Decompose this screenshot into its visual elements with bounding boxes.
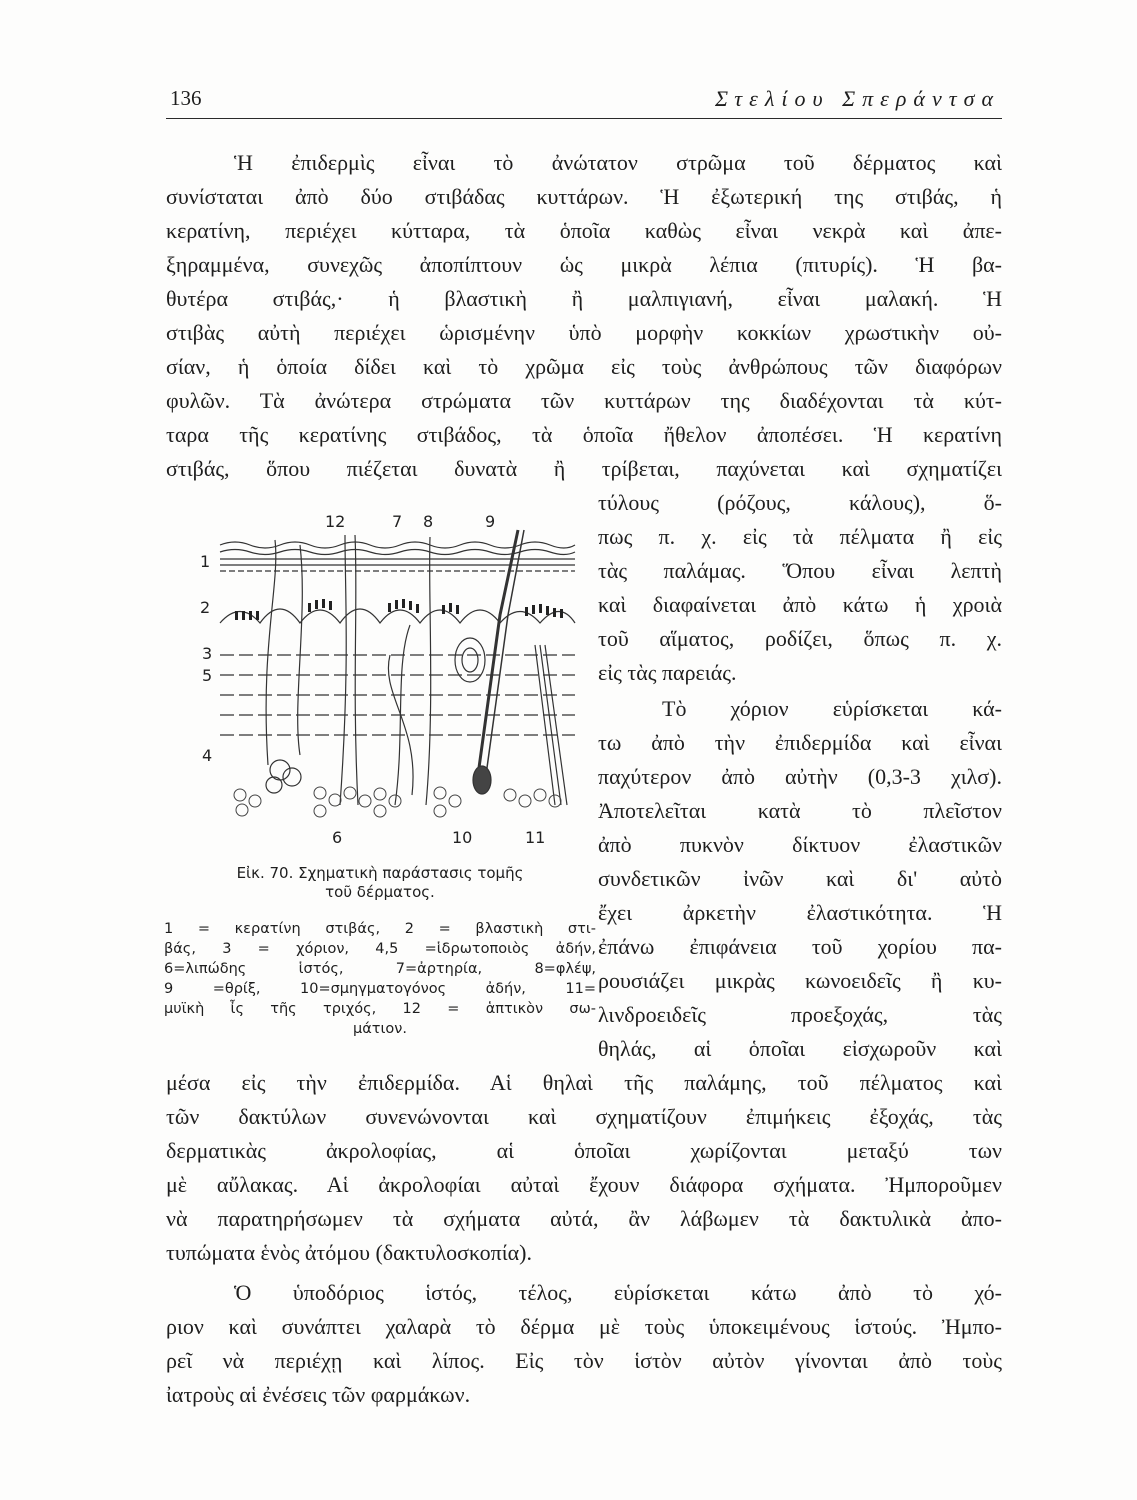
text-line: στιβάς, ὅπου πιέζεται δυνατὰ ἢ τρίβεται, παχύνεται καὶ σχηματίζει: [166, 456, 1002, 481]
text-line: ἀπὸ πυκνὸν δίκτυον ἐλαστικῶν: [598, 832, 1002, 857]
text-line: τυπώματα ἑνὸς ἀτόμου (δακτυλοσκοπία).: [166, 1240, 533, 1265]
text-line: ἰατροὺς αἱ ἐνέσεις τῶν φαρμάκων.: [166, 1382, 471, 1407]
text-line: θηλάς, αἱ ὁποῖαι εἰσχωροῦν καὶ: [598, 1036, 1002, 1061]
text-line: τῶν δακτύλων συνενώνονται καὶ σχηματίζουν ἐπιμήκεις ἐξοχάς, τὰς: [166, 1104, 1002, 1129]
text-line: ριον καὶ συνάπτει χαλαρὰ τὸ δέρμα μὲ τοὺς ὑποκειμένους ἱστούς. Ἠμπο-: [166, 1314, 1002, 1339]
figure-label: 12: [325, 512, 346, 531]
figure-label: 3: [202, 644, 213, 663]
text-line: μὲ αὔλακας. Αἱ ἀκρολοφίαι αὐταὶ ἔχουν διάφορα σχήματα. Ἠμποροῦμεν: [166, 1172, 1002, 1197]
text-line: νὰ παρατηρήσωμεν τὰ σχήματα αὐτά, ἂν λάβωμεν τὰ δακτυλικὰ ἀπο-: [166, 1206, 1002, 1231]
figure-legend-line: 6=λιπώδης ἱστός, 7=ἀρτηρία, 8=φλέψ,: [164, 961, 596, 977]
artery-line: [340, 535, 346, 805]
running-header: [166, 78, 1002, 119]
text-line: θυτέρα στιβάς,· ἡ βλαστικὴ ἢ μαλπιγιανή, εἶναι μαλακή. Ἡ: [166, 286, 1002, 311]
text-line: στιβὰς αὐτὴ περιέχει ὡρισμένην ὑπὸ μορφὴν κοκκίων χρωστικὴν οὐ-: [166, 320, 1002, 345]
figure-label: 7: [392, 512, 403, 531]
figure-legend-line: μάτιον.: [353, 1021, 407, 1037]
text-line: καὶ διαφαίνεται ἀπὸ κάτω ἡ χροιὰ: [598, 592, 1002, 617]
figure-label: 1: [200, 552, 211, 571]
text-line: συνίσταται ἀπὸ δύο στιβάδας κυττάρων. Ἡ ἐξωτερική της στιβάς, ἡ: [166, 184, 1002, 209]
text-line: Ὁ ὑποδόριος ἱστός, τέλος, εὑρίσκεται κάτω ἀπὸ τὸ χό-: [234, 1280, 1002, 1305]
text-line: λινδροειδεῖς προεξοχάς, τὰς: [598, 1002, 1002, 1027]
figure-legend-line: 9 =θρίξ, 10=σμηγματογόνος ἀδήν, 11=: [164, 981, 596, 997]
text-line: Ἡ ἐπιδερμὶς εἶναι τὸ ἀνώτατον στρῶμα τοῦ δέρματος καὶ: [234, 150, 1002, 175]
text-line: συνδετικῶν ἰνῶν καὶ δι' αὐτὸ: [598, 866, 1002, 891]
skin-section-figure: [180, 505, 590, 850]
text-line: ρεῖ νὰ περιέχῃ καὶ λίπος. Εἰς τὸν ἱστὸν αὐτὸν γίνονται ἀπὸ τοὺς: [166, 1348, 1002, 1373]
figure-legend-line: βάς, 3 = χόριον, 4,5 =ἱδρωτοποιὸς ἀδήν,: [164, 941, 596, 957]
figure-label: 9: [485, 512, 496, 531]
figure-label: 11: [525, 828, 546, 847]
text-line: τὰς παλάμας. Ὅπου εἶναι λεπτὴ: [598, 558, 1002, 583]
text-line: ρουσιάζει μικρὰς κωνοειδεῖς ἢ κυ-: [598, 968, 1002, 993]
figure-caption: Εἰκ. 70. Σχηματικὴ παράστασις τομῆς: [236, 864, 524, 882]
text-line: σίαν, ἡ ὁποία δίδει καὶ τὸ χρῶμα εἰς τοὺς ἀνθρώπους τῶν διαφόρων: [166, 354, 1002, 379]
text-line: δερματικὰς ἀκρολοφίας, αἱ ὁποῖαι χωρίζονται μεταξύ των: [166, 1138, 1002, 1163]
papillae-line: [220, 609, 575, 623]
vein-line: [426, 537, 431, 805]
running-head-author: Στελίου Σπεράντσα: [714, 86, 1000, 111]
text-line: τύλους (ρόζους, κάλους), ὅ-: [598, 490, 1002, 515]
figure-label: 5: [202, 666, 213, 685]
text-line: παχύτερον ἀπὸ αὐτὴν (0,3-3 χιλσ).: [598, 764, 1002, 789]
text-line: Ἀποτελεῖται κατὰ τὸ πλεῖστον: [598, 798, 1002, 823]
figure-caption: τοῦ δέρματος.: [325, 883, 435, 901]
text-line: τοῦ αἵματος, ροδίζει, ὅπως π. χ.: [598, 626, 1002, 651]
figure-label: 4: [202, 746, 213, 765]
text-line: ἔχει ἀρκετὴν ἐλαστικότητα. Ἡ: [598, 900, 1002, 925]
figure-legend-line: μυϊκὴ ἶς τῆς τριχός, 12 = ἁπτικὸν σω-: [164, 1001, 596, 1017]
text-line: ἐπάνω ἐπιφάνεια τοῦ χορίου πα-: [598, 934, 1002, 959]
figure-label: 8: [423, 512, 434, 531]
text-line: Τὸ χόριον εὑρίσκεται κά-: [662, 696, 1002, 721]
hair-bulb: [473, 766, 491, 794]
arrector-muscle: [535, 645, 567, 805]
figure-label: 10: [452, 828, 473, 847]
figure-legend-line: 1 = κερατίνη στιβάς, 2 = βλαστικὴ στι-: [164, 921, 596, 937]
fat-tissue: [234, 787, 561, 817]
text-line: πως π. χ. εἰς τὰ πέλματα ἢ εἰς: [598, 524, 1002, 549]
text-line: ταρα τῆς κερατίνης στιβάδος, τὰ ὁποῖα ἤθελον ἀποπέσει. Ἡ κερατίνη: [166, 422, 1002, 447]
text-line: τω ἀπὸ τὴν ἐπιδερμίδα καὶ εἶναι: [598, 730, 1002, 755]
page-number: 136: [170, 86, 202, 110]
text-line: μέσα εἰς τὴν ἐπιδερμίδα. Αἱ θηλαὶ τῆς παλάμης, τοῦ πέλματος καὶ: [166, 1070, 1002, 1095]
text-line: κερατίνη, περιέχει κύτταρα, τὰ ὁποῖα καθὼς εἶναι νεκρὰ καὶ ἀπε-: [166, 218, 1002, 243]
sweat-gland-duct: [298, 545, 303, 755]
text-line: φυλῶν. Τὰ ἀνώτερα στρώματα τῶν κυττάρων της διαδέχονται τὰ κύτ-: [166, 388, 1002, 413]
text-line: εἰς τὰς παρειάς.: [598, 660, 737, 685]
figure-label: 6: [332, 828, 343, 847]
text-line: ξηραμμένα, συνεχῶς ἀποπίπτουν ὡς μικρὰ λέπια (πιτυρίς). Ἡ βα-: [166, 252, 1002, 277]
tactile-corpuscle-nerve: [266, 540, 276, 765]
figure-label: 2: [200, 598, 211, 617]
